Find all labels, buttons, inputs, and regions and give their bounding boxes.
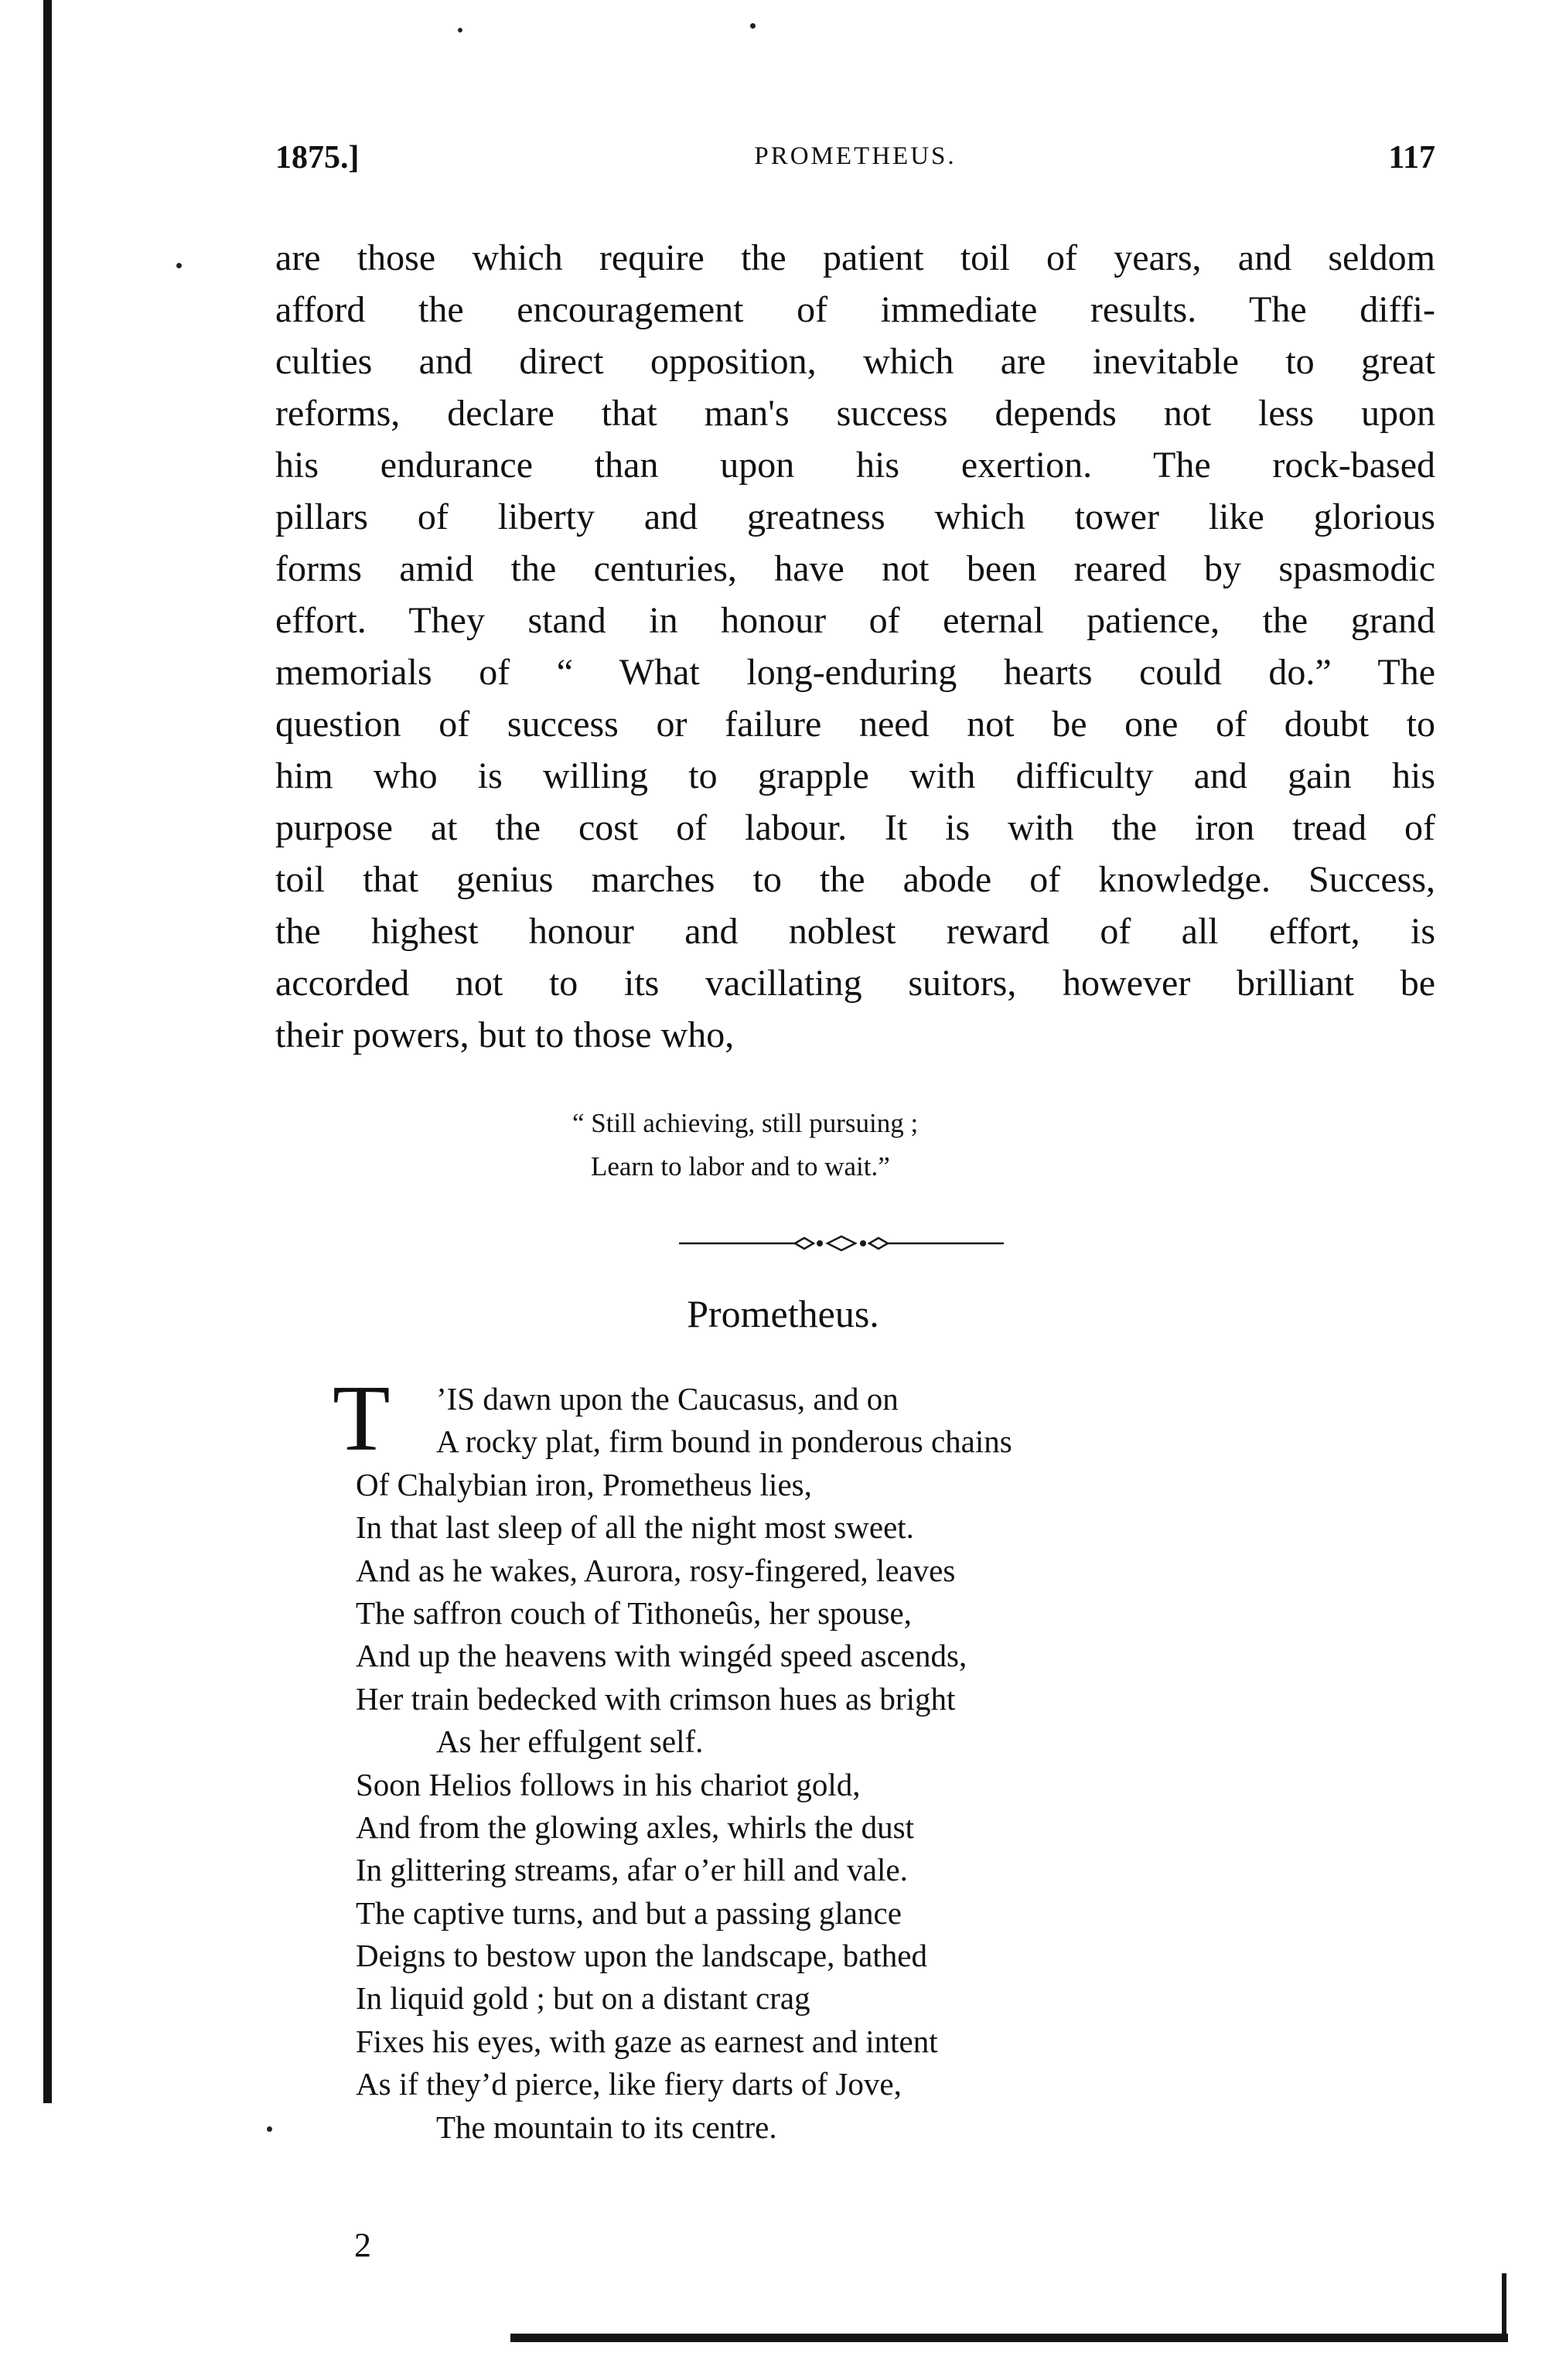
- prose-line: toil that genius marches to the abode of knowledge. Success,: [275, 859, 1435, 900]
- poem-line: A rocky plat, firm bound in ponderous chains: [436, 1424, 1012, 1460]
- poem-line: And as he wakes, Aurora, rosy-fingered, leaves: [356, 1552, 956, 1588]
- poem-line: ’IS dawn upon the Caucasus, and on: [436, 1381, 899, 1417]
- running-head: [275, 139, 1435, 186]
- left-margin-rule: [43, 0, 52, 2103]
- prose-line: the highest honour and noblest reward of all effort, is: [275, 911, 1435, 952]
- prose-line: are those which require the patient toil of years, and seldom: [275, 237, 1435, 278]
- signature-mark: 2: [354, 2226, 371, 2264]
- poem-line: In that last sleep of all the night most sweet.: [356, 1509, 914, 1546]
- prose-line: culties and direct opposition, which are inevitable to great: [275, 341, 1435, 382]
- poem-line: Her train bedecked with crimson hues as bright: [356, 1680, 956, 1717]
- prose-paragraph: [275, 232, 1435, 1061]
- page-number: 117: [1388, 140, 1435, 176]
- poem-line: Fixes his eyes, with gaze as earnest and intent: [356, 2023, 938, 2059]
- prose-line: purpose at the cost of labour. It is with the iron tread of: [275, 807, 1435, 848]
- scan-speck: [267, 2126, 272, 2132]
- poem-line: And up the heavens with wingéd speed ascends,: [356, 1638, 967, 1674]
- prose-line: him who is willing to grapple with difficulty and gain his: [275, 755, 1435, 796]
- quote-line: Learn to labor and to wait.”: [591, 1151, 890, 1181]
- scan-speck: [750, 23, 756, 29]
- poem-title: Prometheus.: [687, 1292, 879, 1335]
- poem-line: Of Chalybian iron, Prometheus lies,: [356, 1466, 812, 1502]
- poem-line: Soon Helios follows in his chariot gold,: [356, 1766, 861, 1802]
- right-corner-mark: [1502, 2273, 1506, 2338]
- prose-line: reforms, declare that man's success depends not less upon: [275, 393, 1435, 434]
- block-quote: [572, 1102, 1114, 1188]
- prose-line: their powers, but to those who,: [275, 1014, 735, 1055]
- scan-speck: [458, 28, 462, 32]
- prose-line: memorials of “ What long-enduring hearts could do.” The: [275, 652, 1435, 693]
- poem-line: The saffron couch of Tithoneûs, her spouse,: [356, 1594, 912, 1631]
- prose-line: his endurance than upon his exertion. The rock-based: [275, 445, 1435, 486]
- poem-body: [333, 1366, 1438, 2149]
- prose-line: afford the encouragement of immediate results. The diffi-: [275, 289, 1435, 330]
- poem-line: And from the glowing axles, whirls the dust: [356, 1809, 914, 1845]
- prose-line: question of success or failure need not be one of doubt to: [275, 704, 1435, 745]
- running-head-year: 1875.]: [275, 140, 360, 176]
- drop-cap: T: [333, 1366, 391, 1471]
- section-divider-ornament: [679, 1234, 1004, 1253]
- poem-line: As if they’d pierce, like fiery darts of Jove,: [356, 2066, 902, 2102]
- quote-line: “ Still achieving, still pursuing ;: [572, 1108, 919, 1138]
- prose-line: forms amid the centuries, have not been reared by spasmodic: [275, 548, 1435, 589]
- prose-line: accorded not to its vacillating suitors, however brilliant be: [275, 963, 1435, 1004]
- poem-line: In glittering streams, afar o’er hill and vale.: [356, 1852, 908, 1888]
- bottom-margin-rule: [510, 2334, 1508, 2342]
- poem-line: Deigns to bestow upon the landscape, bathed: [356, 1938, 927, 1974]
- poem-line: The captive turns, and but a passing glance: [356, 1894, 902, 1931]
- scan-speck: [176, 263, 182, 268]
- poem-line: The mountain to its centre.: [436, 2109, 777, 2145]
- running-head-title: PROMETHEUS.: [754, 142, 957, 170]
- poem-line: In liquid gold ; but on a distant crag: [356, 1980, 810, 2017]
- prose-line: pillars of liberty and greatness which tower like glorious: [275, 496, 1435, 537]
- prose-line: effort. They stand in honour of eternal patience, the grand: [275, 600, 1435, 641]
- poem-line: As her effulgent self.: [436, 1724, 704, 1760]
